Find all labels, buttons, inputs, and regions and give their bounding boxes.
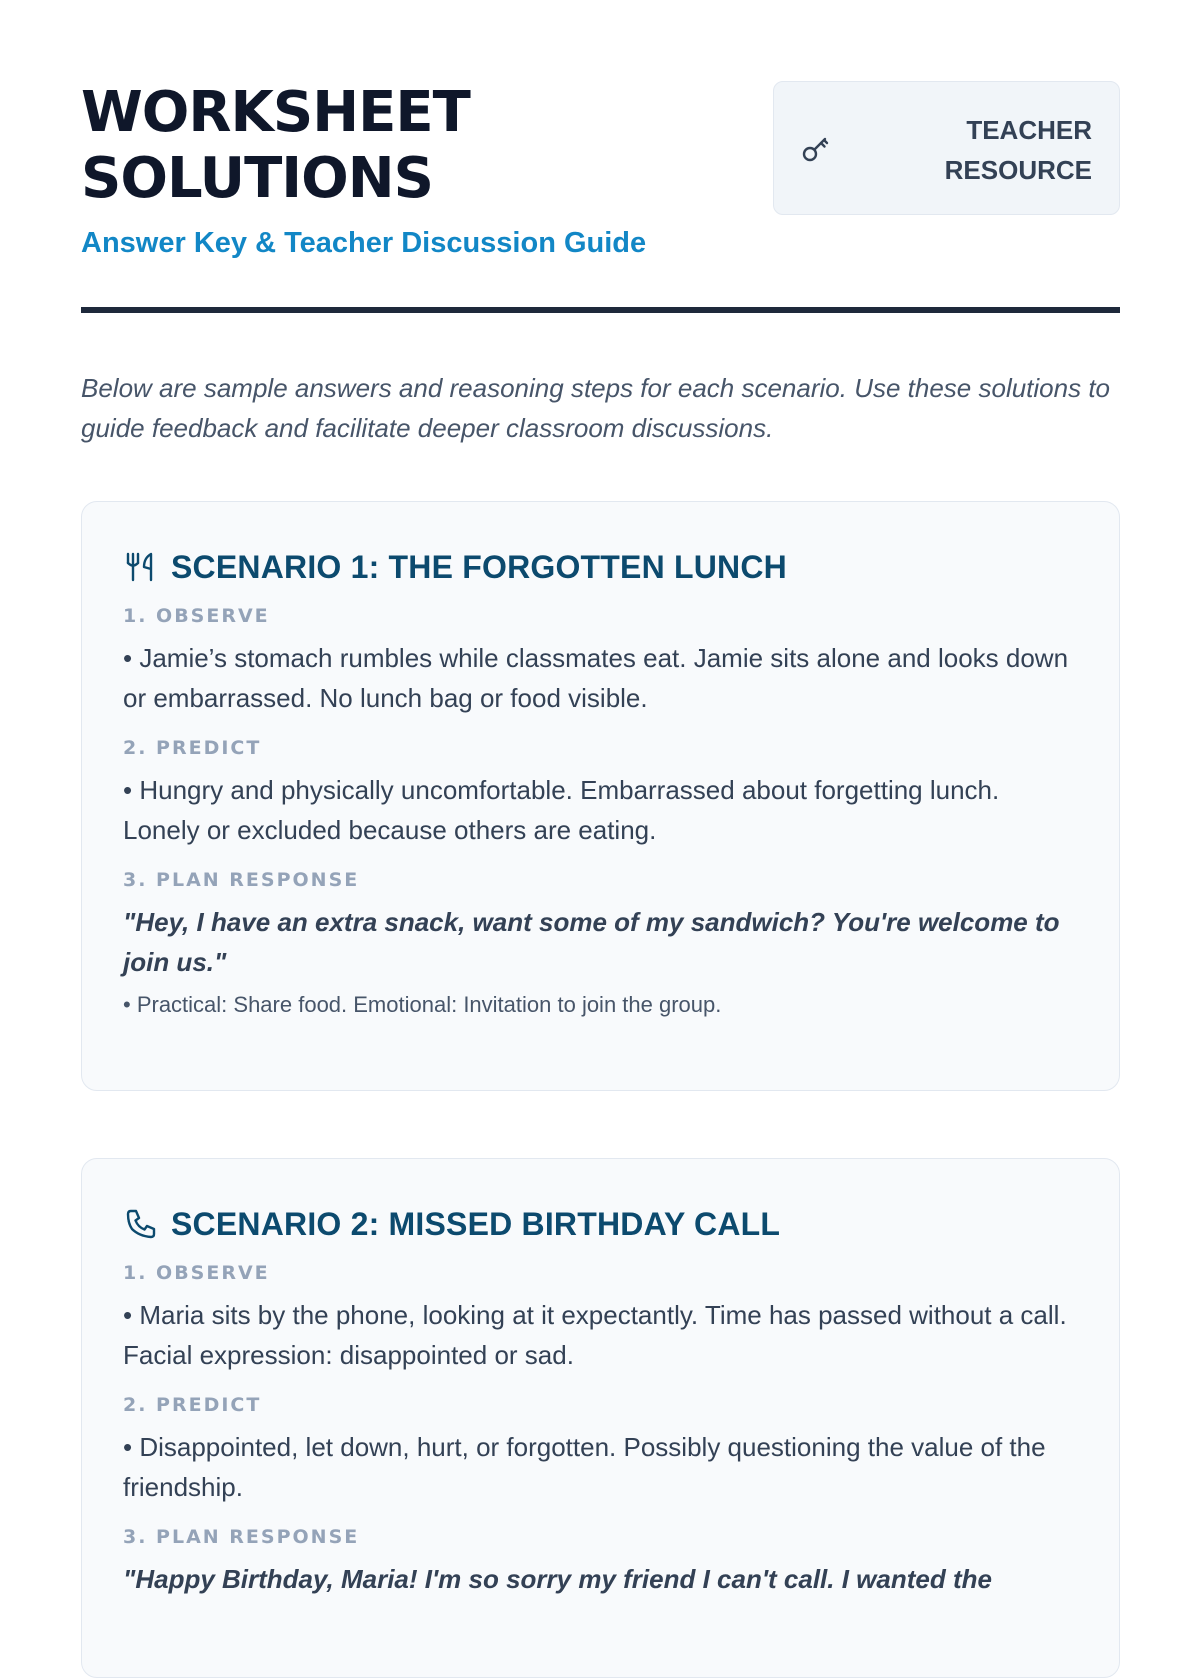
observe-text: • Maria sits by the phone, looking at it expectantly. Time has passed without a call. Facial expression: disappointed or sad.	[123, 1300, 1067, 1370]
predict-text: • Disappointed, let down, hurt, or forgotten. Possibly questioning the value of the friendship.	[123, 1432, 1046, 1502]
intro-paragraph: Below are sample answers and reasoning steps for each scenario. Use these solutions to guide feedback and facilitate deeper classroom discussions.	[81, 373, 1111, 443]
predict-label: 2. PREDICT	[123, 1394, 262, 1416]
plan-label: 3. PLAN RESPONSE	[123, 1526, 360, 1548]
page-header	[81, 0, 1120, 315]
utensils-icon	[123, 549, 159, 585]
scenario-header	[123, 1199, 1079, 1249]
key-icon	[800, 132, 834, 166]
title-line-1: WORKSHEET	[81, 80, 470, 145]
scenario-title: SCENARIO 2: MISSED BIRTHDAY CALL	[171, 1206, 781, 1242]
worksheet-page	[81, 0, 1120, 1594]
scenario-header	[123, 542, 1079, 592]
scenario-title: SCENARIO 1: THE FORGOTTEN LUNCH	[171, 549, 787, 585]
page-title	[81, 80, 641, 212]
observe-text: • Jamie’s stomach rumbles while classmates eat. Jamie sits alone and looks down or embarrassed. No lunch bag or food visible.	[123, 643, 1069, 713]
teacher-resource-badge	[773, 81, 1120, 215]
badge-line-1: TEACHER	[966, 115, 1092, 145]
title-line-2: SOLUTIONS	[81, 146, 433, 211]
plan-quote: "Hey, I have an extra snack, want some of my sandwich? You're welcome to join us."	[123, 907, 1060, 977]
plan-quote: "Happy Birthday, Maria! I'm so sorry my friend I can't call. I wanted the	[123, 1564, 992, 1594]
plan-note: • Practical: Share food. Emotional: Invitation to join the group.	[123, 992, 722, 1017]
badge-label	[892, 110, 1092, 190]
badge-line-2: RESOURCE	[944, 155, 1092, 185]
observe-label: 1. OBSERVE	[123, 1262, 270, 1284]
plan-label: 3. PLAN RESPONSE	[123, 869, 360, 891]
predict-text: • Hungry and physically uncomfortable. Embarrassed about forgetting lunch. Lonely or excluded because others are eating.	[123, 775, 1000, 845]
page-subtitle: Answer Key & Teacher Discussion Guide	[81, 227, 647, 259]
observe-label: 1. OBSERVE	[123, 605, 270, 627]
scenario-card	[81, 501, 1120, 1091]
scenario-card	[81, 1158, 1120, 1678]
phone-icon	[123, 1206, 159, 1242]
header-divider	[81, 307, 1120, 313]
predict-label: 2. PREDICT	[123, 737, 262, 759]
